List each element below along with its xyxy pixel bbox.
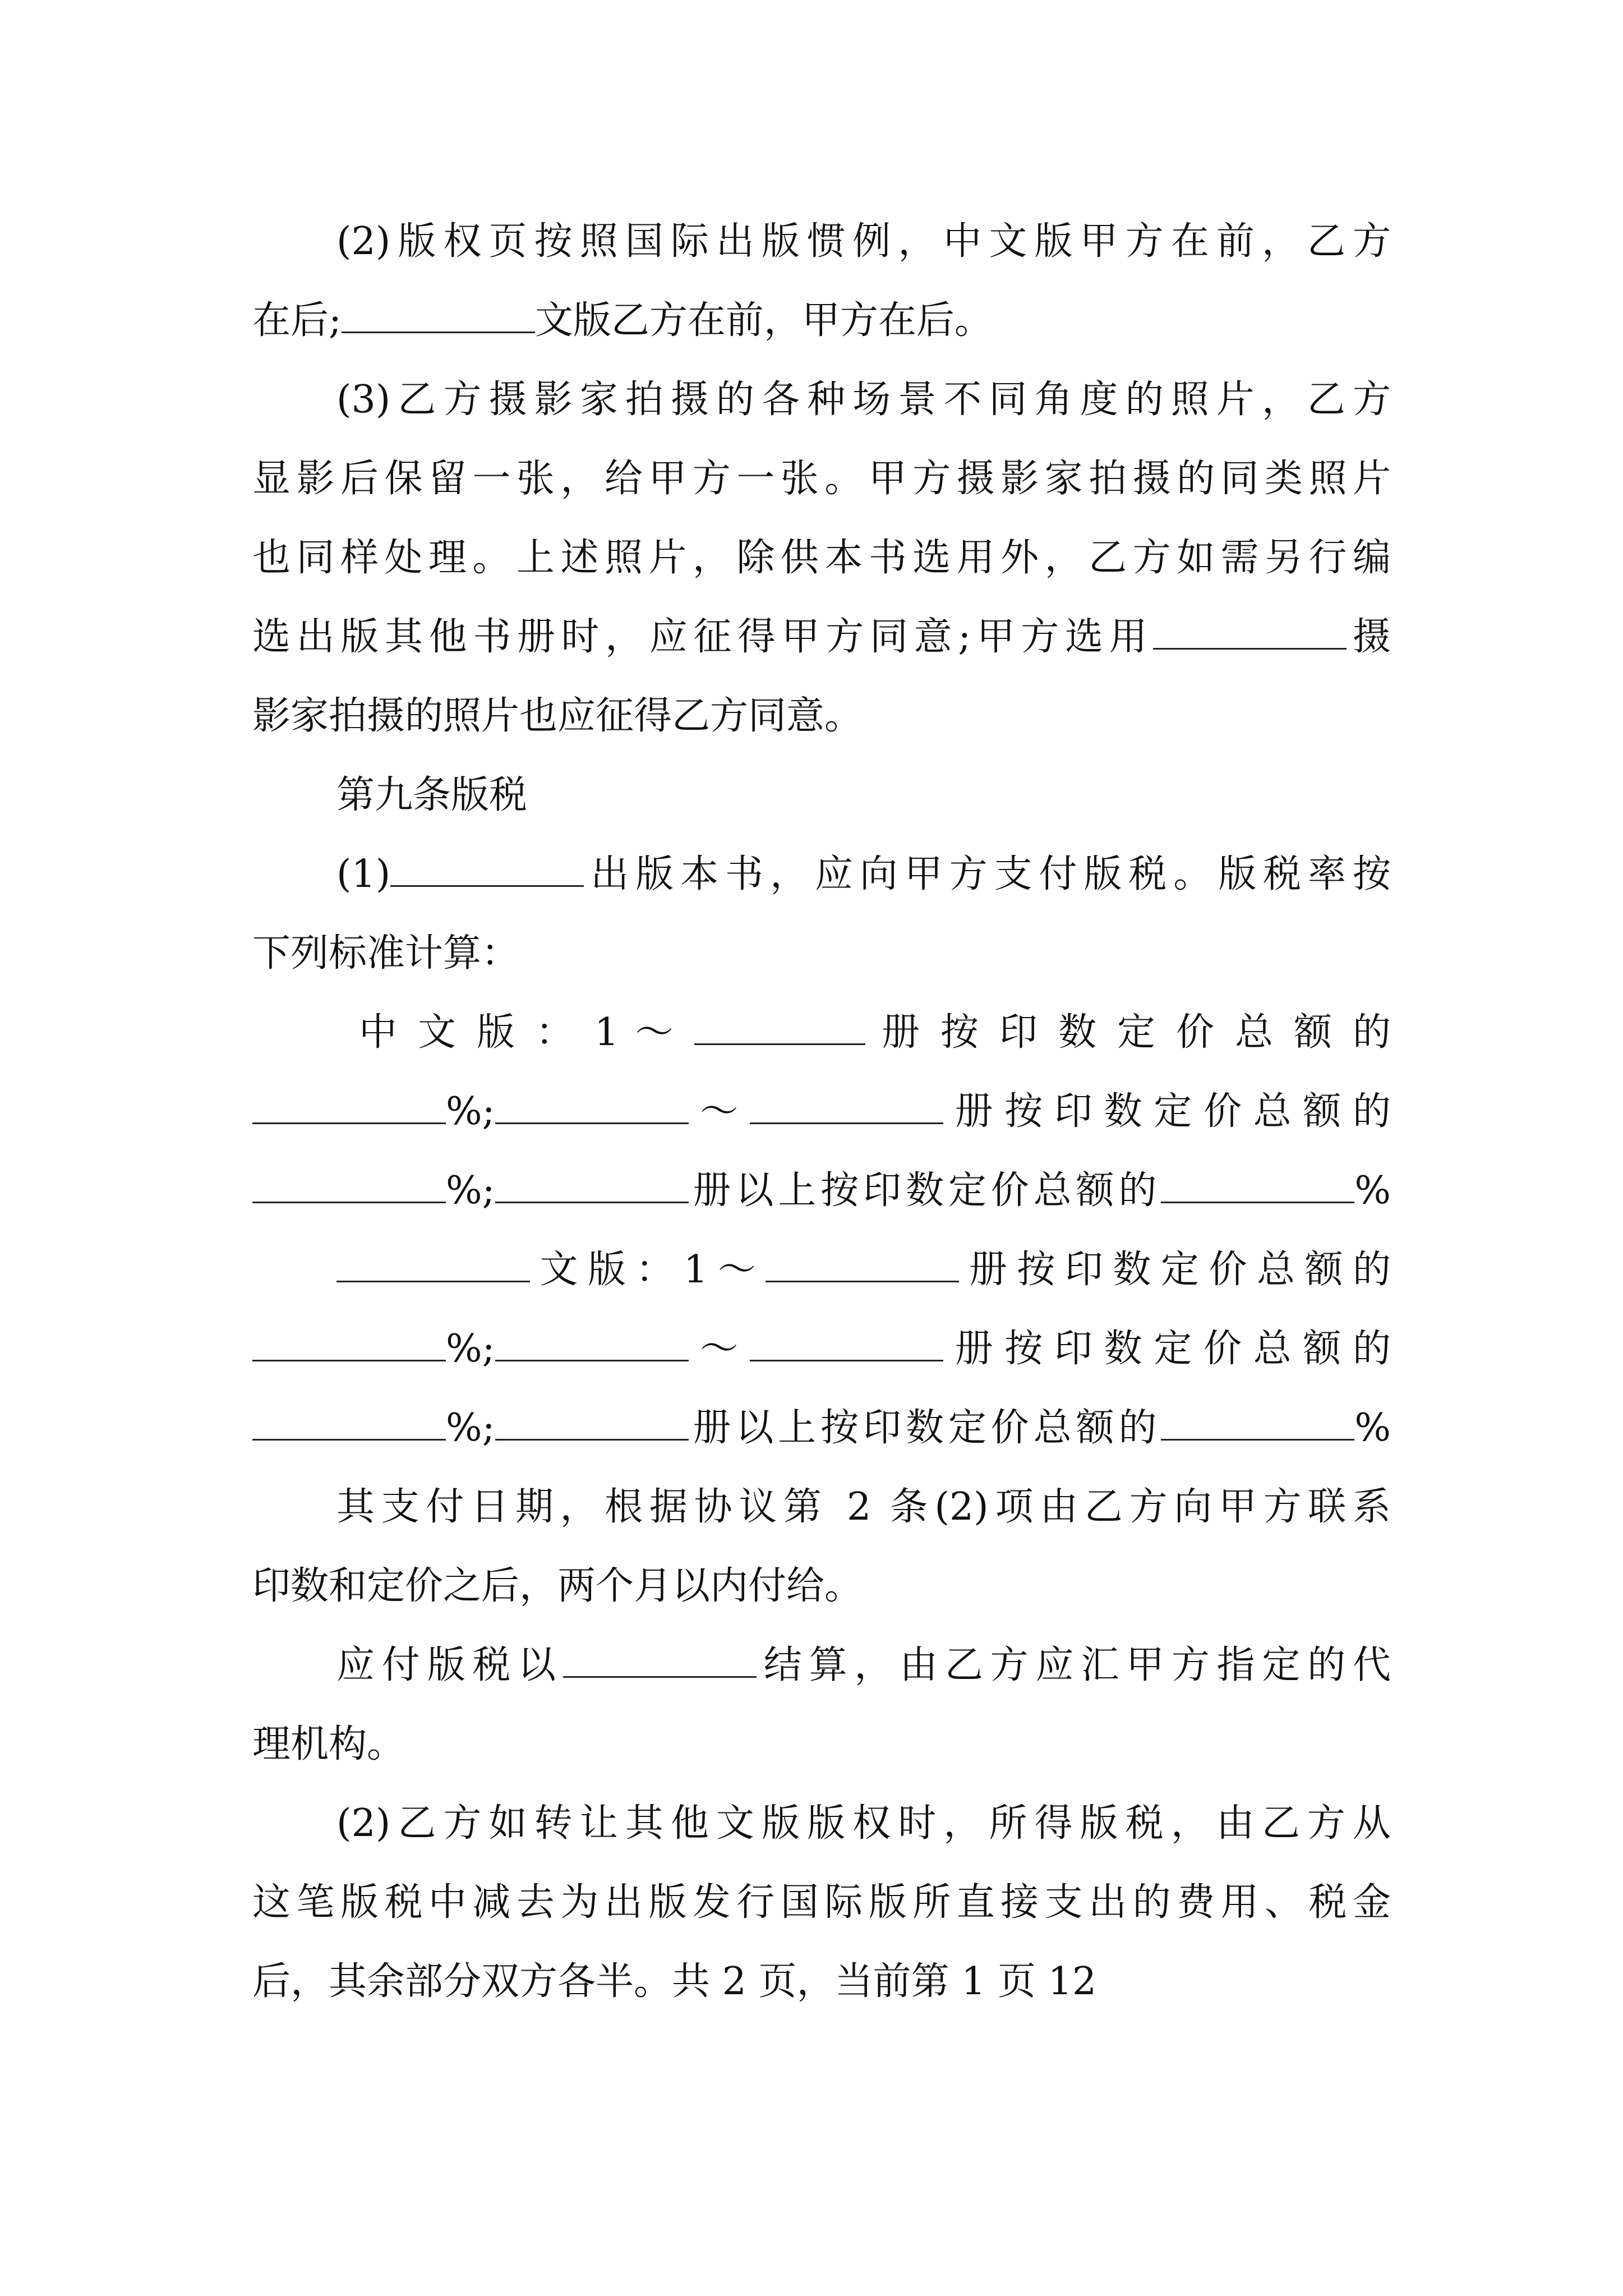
paragraph-royalty-line-2 [252, 914, 1391, 993]
text-run: 册 按 印 数 定 价 总 额 的 [881, 1010, 1391, 1055]
fill-in-blank [1161, 1172, 1354, 1203]
paragraph-settlement-line-2 [252, 1705, 1391, 1784]
fill-in-blank [495, 1172, 689, 1203]
fill-in-blank [750, 1331, 943, 1361]
chinese-edition-rate-line-1 [252, 993, 1391, 1072]
text-run: 在后; [252, 298, 342, 343]
paragraph-photos-line-4 [252, 597, 1391, 677]
text-run: % [1354, 1406, 1391, 1450]
fill-in-blank [390, 856, 584, 887]
paragraph-copyright-page-line-1 [252, 202, 1391, 281]
text-run: 中 文 版 ： 1 ～ [359, 1010, 678, 1055]
text-run: 应付版税以 [336, 1643, 563, 1687]
fill-in-blank [563, 1647, 757, 1678]
text-run: (1) [336, 852, 391, 896]
fill-in-blank [252, 1172, 446, 1203]
paragraph-payment-date-line-1 [252, 1467, 1391, 1547]
text-run: 其支付日期，根据协议第 2 条(2)项由乙方向甲方联系 [336, 1485, 1391, 1529]
text-run: 册按印数定价总额的 [959, 1248, 1391, 1292]
fill-in-blank [252, 1331, 446, 1361]
foreign-edition-rate-line-2 [252, 1309, 1391, 1388]
paragraph-photos-line-2 [252, 439, 1391, 518]
text-run: 选出版其他书册时，应征得甲方同意;甲方选用 [252, 615, 1154, 659]
fill-in-blank [252, 1410, 446, 1441]
fill-in-blank [336, 1251, 530, 1282]
fill-in-blank [1161, 1410, 1354, 1441]
text-run: 下列标准计算： [252, 931, 520, 976]
paragraph-transfer-line-2 [252, 1863, 1391, 1942]
paragraph-transfer-line-1 [252, 1784, 1391, 1863]
fill-in-blank [342, 302, 535, 333]
text-run: (2)版权页按照国际出版惯例，中文版甲方在前，乙方 [336, 219, 1391, 264]
text-run: 册按印数定价总额的 [943, 1327, 1391, 1371]
text-run: %; [446, 1406, 495, 1450]
heading-text: 第九条版税 [336, 773, 528, 817]
fill-in-blank [694, 1014, 865, 1045]
text-run: 也同样处理。上述照片，除供本书选用外，乙方如需另行编 [252, 536, 1391, 580]
text-run: 印数和定价之后，两个月以内付给。 [252, 1564, 863, 1608]
text-run: 显影后保留一张，给甲方一张。甲方摄影家拍摄的同类照片 [252, 457, 1391, 501]
foreign-edition-rate-line-1 [252, 1230, 1391, 1309]
text-run: 摄 [1347, 615, 1391, 659]
text-run: 结算，由乙方应汇甲方指定的代 [756, 1643, 1391, 1687]
text-run: 这笔版税中减去为出版发行国际版所直接支出的费用、税金 [252, 1880, 1391, 1925]
paragraph-royalty-line-1 [252, 835, 1391, 914]
text-run: % [1354, 1168, 1391, 1213]
fill-in-blank [1153, 619, 1347, 650]
paragraph-photos-line-1 [252, 360, 1391, 439]
paragraph-copyright-page-line-2 [252, 281, 1391, 360]
text-run: 册以上按印数定价总额的 [688, 1168, 1161, 1213]
text-run: 影家拍摄的照片也应征得乙方同意。 [252, 694, 863, 738]
chinese-edition-rate-line-2 [252, 1072, 1391, 1151]
fill-in-blank [495, 1331, 689, 1361]
chinese-edition-rate-line-3 [252, 1151, 1391, 1230]
text-run: 册按印数定价总额的 [943, 1089, 1391, 1134]
text-run: %; [446, 1327, 495, 1371]
fill-in-blank [750, 1093, 943, 1124]
paragraph-photos-line-3 [252, 518, 1391, 597]
fill-in-blank [252, 1093, 446, 1124]
fill-in-blank [495, 1093, 689, 1124]
text-run: ～ [688, 1089, 750, 1134]
text-run: 册以上按印数定价总额的 [688, 1406, 1161, 1450]
text-run: 理机构。 [252, 1722, 405, 1766]
paragraph-transfer-line-3 [252, 1942, 1391, 2021]
text-run: (3)乙方摄影家拍摄的各种场景不同角度的照片，乙方 [336, 378, 1391, 422]
article-heading [252, 756, 1391, 835]
text-run: ～ [688, 1327, 750, 1371]
document-body [252, 202, 1391, 2021]
fill-in-blank [495, 1410, 689, 1441]
text-run: 文版乙方在前，甲方在后。 [534, 298, 993, 343]
text-run: (2)乙方如转让其他文版版权时，所得版税，由乙方从 [336, 1801, 1391, 1846]
text-run: 后，其余部分双方各半。共 2 页，当前第 1 页 12 [252, 1959, 1097, 2004]
text-run: %; [446, 1089, 495, 1134]
paragraph-payment-date-line-2 [252, 1547, 1391, 1626]
text-run: 出版本书，应向甲方支付版税。版税率按 [584, 852, 1391, 896]
fill-in-blank [766, 1251, 959, 1282]
text-run: %; [446, 1168, 495, 1213]
paragraph-settlement-line-1 [252, 1626, 1391, 1705]
foreign-edition-rate-line-3 [252, 1388, 1391, 1467]
paragraph-photos-line-5 [252, 677, 1391, 756]
text-run: 文版：1～ [530, 1248, 766, 1292]
